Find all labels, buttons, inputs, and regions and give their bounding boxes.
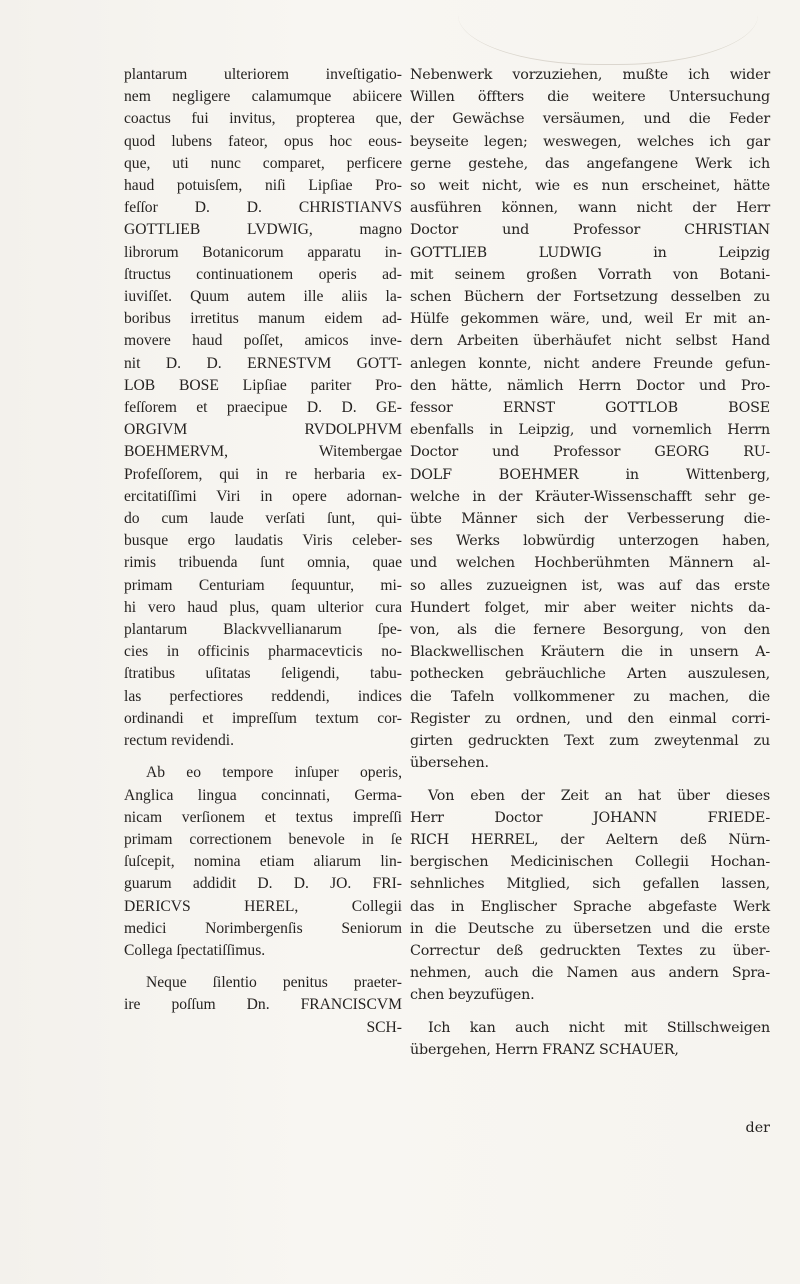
text-line: rimis tribuenda ſunt omnia, quae [124, 554, 402, 572]
text-line: quod lubens fateor, opus hoc eous- [124, 132, 402, 150]
text-line: guarum addidit D. D. JO. FRI- [124, 875, 402, 893]
text-line: Doctor und Professor GEORG RU- [410, 444, 770, 461]
text-line: ses Werks lobwürdig unterzogen haben, [410, 533, 770, 550]
text-line: primam Centuriam ſequuntur, mi- [124, 576, 402, 594]
latin-column [124, 64, 402, 1049]
text-line: gerne gestehe, das angefangene Werk ich [410, 155, 770, 172]
text-line: Collega ſpectatiſſimus. [124, 941, 266, 959]
text-line: girten gedruckten Text zum zweytenmal zu [410, 733, 770, 750]
paragraph [410, 64, 770, 775]
text-line: so alles zuzueignen ist, was auf das erste [410, 577, 770, 594]
text-line: librorum Botanicorum apparatu in- [124, 243, 402, 261]
text-line: übergehen, Herrn FRANZ SCHAUER, [410, 1041, 679, 1058]
text-line: nicam verſionem et textus impreſſi [124, 808, 402, 826]
text-line: feſſor D. D. CHRISTIANVS [124, 199, 402, 217]
text-line: coactus fui invitus, propterea que, [124, 110, 402, 128]
text-line: feſſorem et praecipue D. D. GE- [124, 399, 402, 417]
text-line: sehnliches Mitglied, sich gefallen lassen, [410, 876, 770, 893]
text-line: Correctur deß gedruckten Textes zu über- [410, 942, 770, 959]
text-line: plantarum Blackvvellianarum ſpe- [124, 621, 402, 639]
page-edge-mark [458, 4, 758, 65]
text-line: ſuſcepit, nomina etiam aliarum lin- [124, 853, 402, 871]
text-line: nit D. D. ERNESTVM GOTT- [124, 354, 402, 372]
text-line: las perfectiores reddendi, indices [124, 687, 402, 705]
text-line: rectum revidendi. [124, 732, 234, 750]
text-line: Ich kan auch nicht mit Stillschweigen [428, 1019, 770, 1036]
text-line: medici Norimbergenſis Seniorum [124, 919, 402, 937]
text-line: übte Männer sich der Verbesserung die- [410, 511, 770, 528]
text-line: movere haud poſſet, amicos inve- [124, 332, 402, 350]
text-line: que, uti nunc comparet, perficere [124, 154, 402, 172]
text-line: schen Büchern der Fortsetzung desselben zu [410, 289, 770, 306]
catchword: der [745, 1120, 770, 1136]
text-line: übersehen. [410, 755, 489, 772]
text-line: ſtratibus uſitatas ſeligendi, tabu- [124, 665, 402, 683]
text-line: von, als die fernere Besorgung, von den [410, 622, 770, 639]
text-line: GOTTLIEB LUDWIG in Leipzig [410, 244, 770, 261]
text-line: Doctor und Professor CHRISTIAN [410, 222, 770, 239]
text-line: den hätte, nämlich Herrn Doctor und Pro- [410, 377, 770, 394]
text-line: GOTTLIEB LVDWIG, magno [124, 221, 402, 239]
text-line: bergischen Medicinischen Collegii Hochan- [410, 854, 770, 871]
text-line: in die Deutsche zu übersetzen und die erste [410, 920, 770, 937]
paragraph [124, 972, 402, 1039]
text-line: Hülfe gekommen wäre, und, weil Er mit an- [410, 311, 770, 328]
text-line: beyseite legen; weswegen, welches ich gar [410, 133, 770, 150]
text-line: ire poſſum Dn. FRANCISCVM [124, 996, 402, 1014]
paragraph [410, 1017, 770, 1061]
text-line: RICH HERREL, der Aeltern deß Nürn- [410, 831, 770, 848]
text-line: ercitatiſſimi Viri in opere adornan- [124, 487, 402, 505]
text-line: Herr Doctor JOHANN FRIEDE- [410, 809, 770, 826]
text-line: Profeſſorem, qui in re herbaria ex- [124, 465, 402, 483]
text-line: ſtructus continuationem operis ad- [124, 265, 402, 283]
text-line: DOLF BOEHMER in Wittenberg, [410, 466, 770, 483]
text-line: do cum laude verſati ſunt, qui- [124, 510, 402, 528]
text-line: fessor ERNST GOTTLOB BOSE [410, 400, 770, 417]
german-column [410, 64, 770, 1061]
text-line: Anglica lingua concinnati, Germa- [124, 786, 402, 804]
paragraph [124, 762, 402, 962]
paragraph [410, 785, 770, 1007]
text-line: nem negligere calamumque abiicere [124, 88, 402, 106]
text-line: cies in officinis pharmacevticis no- [124, 643, 402, 661]
text-line: der Gewächse versäumen, und die Feder [410, 111, 770, 128]
text-line: LOB BOSE Lipſiae pariter Pro- [124, 376, 402, 394]
text-line: dern Arbeiten überhäufet nicht selbst Hand [410, 333, 770, 350]
text-line: pothecken gebräuchliche Arten auszulesen, [410, 666, 770, 683]
text-line: und welchen Hochberühmten Männern al- [410, 555, 770, 572]
text-line: Hundert folget, mir aber weiter nichts da- [410, 599, 770, 616]
text-line: DERICVS HEREL, Collegii [124, 897, 402, 915]
text-line: so weit nicht, wie es nun erscheinet, hätte [410, 178, 770, 195]
text-line: Nebenwerk vorzuziehen, mußte ich wider [410, 67, 770, 83]
text-line: boribus irretitus manum eidem ad- [124, 310, 402, 328]
text-line: Willen öffters die weitere Untersuchung [410, 89, 770, 106]
text-line: haud potuisſem, niſi Lipſiae Pro- [124, 177, 402, 195]
text-line: ausführen können, wann nicht der Herr [410, 200, 770, 217]
text-line: das in Englischer Sprache abgefaste Werk [410, 898, 770, 915]
text-line: ebenfalls in Leipzig, und vornemlich Herrn [410, 422, 770, 439]
text-line: ordinandi et impreſſum textum cor- [124, 709, 402, 727]
text-line: busque ergo laudatis Viris celeber- [124, 532, 402, 550]
text-line: Ab eo tempore inſuper operis, [146, 764, 402, 782]
text-line: hi vero haud plus, quam ulterior cura [124, 598, 402, 616]
text-line: die Tafeln vollkommener zu machen, die [410, 688, 770, 705]
text-line: anlegen konnte, nicht andere Freunde gefun- [410, 355, 770, 372]
text-line: Neque ſilentio penitus praeter- [146, 974, 402, 992]
text-line: primam correctionem benevole in ſe [124, 830, 402, 848]
text-line: SCH- [366, 1018, 402, 1036]
text-line: ORGIVM RVDOLPHVM [124, 421, 402, 439]
text-line: Register zu ordnen, und den einmal corri- [410, 710, 770, 727]
text-line: nehmen, auch die Namen aus andern Spra- [410, 965, 770, 982]
text-line: iuviſſet. Quum autem ille aliis la- [124, 288, 402, 306]
text-line: Von eben der Zeit an hat über dieses [428, 787, 770, 804]
text-line: chen beyzufügen. [410, 987, 535, 1004]
text-line: BOEHMERVM, Witembergae [124, 443, 402, 461]
text-line: welche in der Kräuter-Wissenschafft sehr ge- [410, 488, 770, 505]
text-line: mit seinem großen Vorrath von Botani- [410, 266, 770, 283]
text-line: Blackwellischen Kräutern die in unsern A- [410, 644, 770, 661]
paragraph [124, 64, 402, 752]
text-line: plantarum ulteriorem inveſtigatio- [124, 66, 402, 83]
